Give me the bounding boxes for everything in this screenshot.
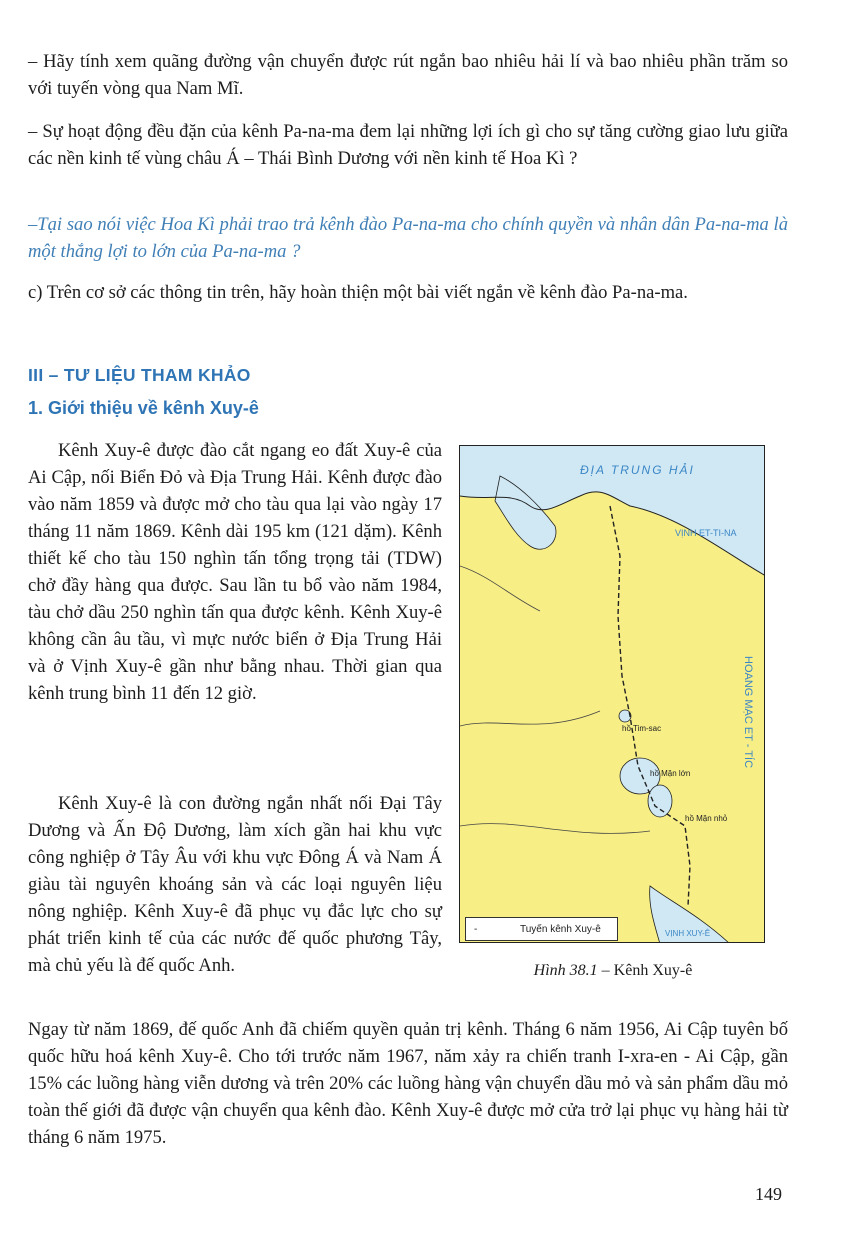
section-title: III – TƯ LIỆU THAM KHẢO [28,365,251,385]
gulf-label: VỊNH ET-TI-NA [675,528,737,538]
suez-map [459,445,765,943]
suez-gulf-label: VỊNH XUY-Ê [665,929,711,938]
map-legend [465,917,618,941]
subsection-title: 1. Giới thiệu về kênh Xuy-ê [28,398,259,418]
question-distance: – Hãy tính xem quãng đường vận chuyển được rút ngắn bao nhiêu hải lí và bao nhiêu phần trăm so với tuyến vòng qua Nam Mĩ. [28,51,788,99]
paragraph-suez-history: Ngay từ năm 1869, đế quốc Anh đã chiếm quyền quản trị kênh. Tháng 6 năm 1956, Ai Cập tuyên bố quốc hữu hoá kênh Xuy-ê. Cho tới trước năm 1967, năm xảy ra chiến tranh I-xra-en - Ai Cập, gần 15% các luồng hàng viễn dương và trên 20% các luồng hàng vận chuyển dầu mỏ và sản phẩm dầu mỏ toàn thế giới đã được vận chuyển qua kênh đào. Kênh Xuy-ê được mở cửa trở lại phục vụ hàng hải từ tháng 6 năm 1975. [28,1019,788,1148]
figure-number: Hình 38.1 [533,962,598,979]
page-number: 149 [755,1184,782,1204]
question-benefits: – Sự hoạt động đều đặn của kênh Pa-na-ma đem lại những lợi ích gì cho sự tăng cường giao lưu giữa các nền kinh tế vùng châu Á – Thái Bình Dương với nền kinh tế Hoa Kì ? [28,121,788,169]
desert-label: HOANG MẠC ET - TÍC [742,656,754,769]
sea-label: ĐỊA TRUNG HẢI [580,463,695,477]
legend-dash: - [474,924,478,935]
little-bitter-lake-label: hồ Mặn nhỏ [685,814,728,823]
task-c: c) Trên cơ sở các thông tin trên, hãy hoàn thiện một bài viết ngắn về kênh đào Pa-na-ma. [28,282,688,303]
legend-text: Tuyến kênh Xuy-ê [520,924,601,935]
great-bitter-lake-label: hồ Mặn lớn [650,769,691,778]
paragraph-suez-role: Kênh Xuy-ê là con đường ngắn nhất nối Đại Tây Dương và Ấn Độ Dương, làm xích gần hai khu vực công nghiệp ở Tây Âu với khu vực Đông Á và Nam Á giàu tài nguyên khoáng sản và các loại nguyên liệu nông nghiệp. Kênh Xuy-ê đã phục vụ đắc lực cho sự phát triển kinh tế của các nước đế quốc phương Tây, mà chủ yếu là đế quốc Anh. [28,793,442,976]
figure-caption [458,962,768,980]
lake-timsah-label: hồ Tim-sac [622,724,662,733]
figure-title: – Kênh Xuy-ê [597,962,693,979]
question-victory: –Tại sao nói việc Hoa Kì phải trao trả kênh đào Pa-na-ma cho chính quyền và nhân dân Pa-na-ma là một thắng lợi to lớn của Pa-na-ma ? [28,214,788,262]
paragraph-suez-intro: Kênh Xuy-ê được đào cắt ngang eo đất Xuy-ê của Ai Cập, nối Biển Đỏ và Địa Trung Hải. Kênh được đào vào năm 1859 và được mở cho tàu qua lại vào ngày 17 tháng 11 năm 1869. Kênh dài 195 km (121 dặm). Kênh thiết kế cho tàu 150 nghìn tấn tổng trọng tải (TDW) chở đầy hàng qua được. Sau lần tu bổ vào năm 1984, tàu chở dầu 250 nghìn tấn qua được kênh. Kênh Xuy-ê không cần âu tầu, vì mực nước biển ở Địa Trung Hải và ở Vịnh Xuy-ê gần như bằng nhau. Thời gian qua kênh trung bình 11 đến 12 giờ. [28,440,442,704]
